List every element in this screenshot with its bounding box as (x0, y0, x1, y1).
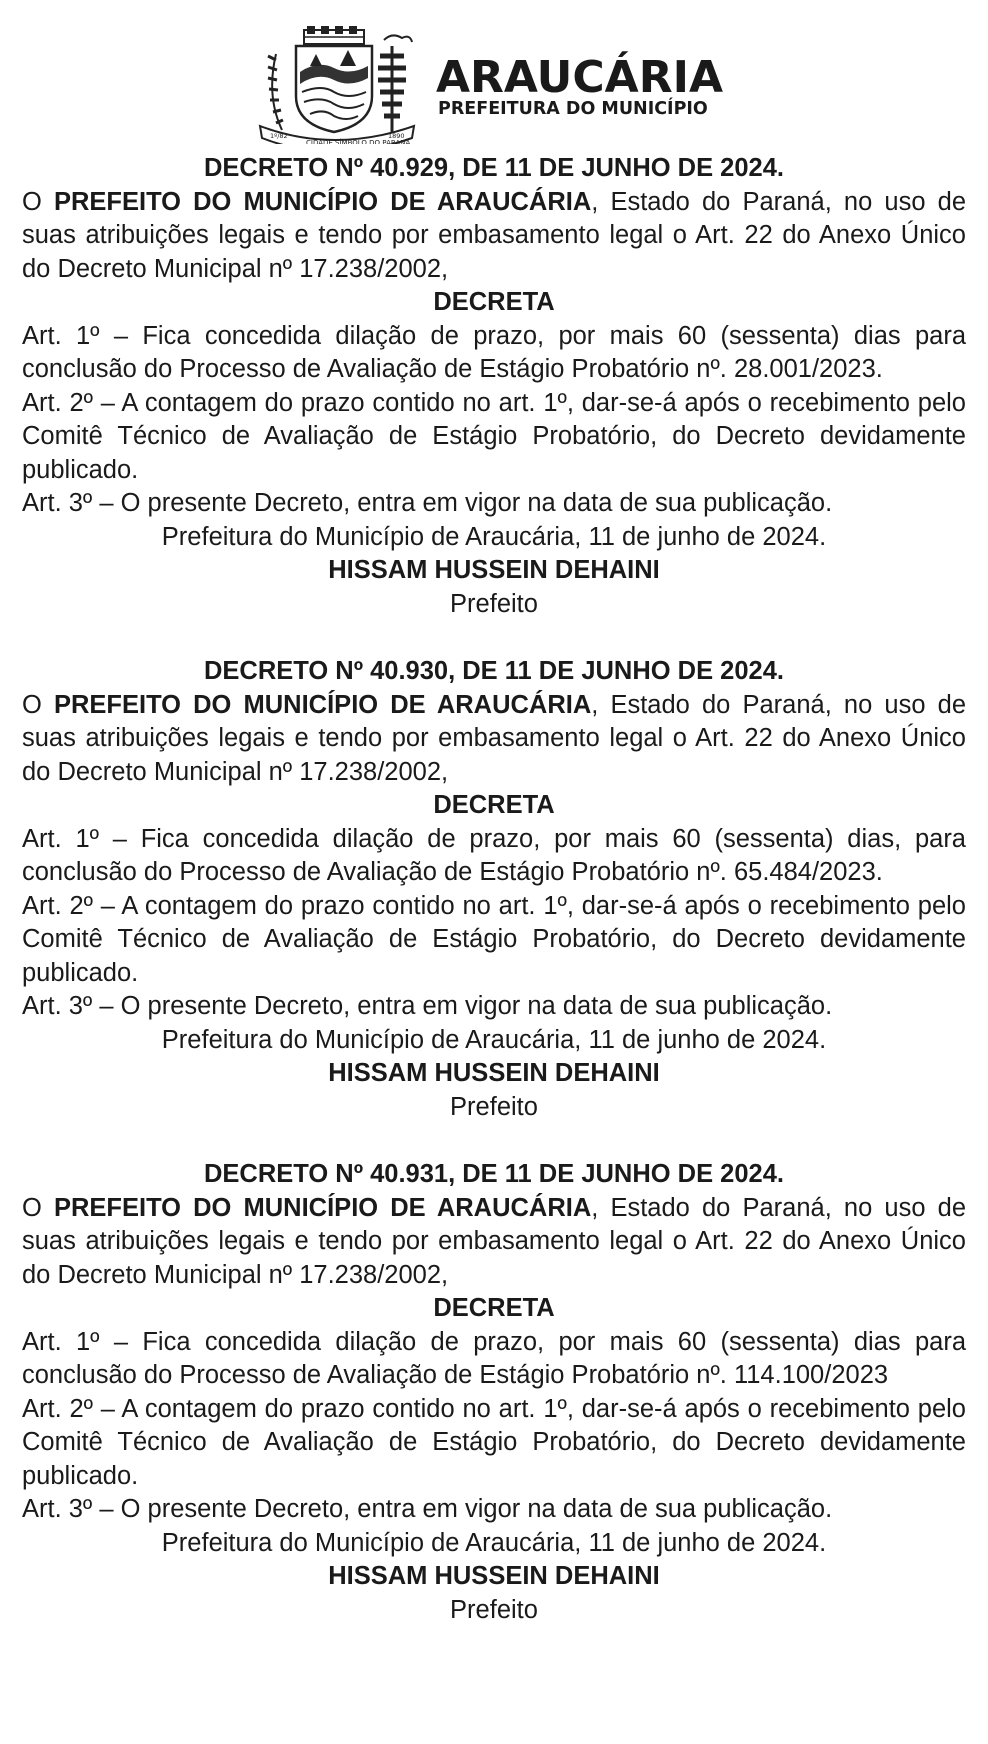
signer-role: Prefeito (450, 589, 538, 618)
signer-role: Prefeito (450, 1092, 538, 1121)
intro-authority: PREFEITO DO MUNICÍPIO DE ARAUCÁRIA (53, 690, 592, 719)
decree-block (22, 655, 966, 1124)
article-1: Art. 1º – Fica concedida dilação de prazo, por mais 60 (sessenta) dias para conclusão do Processo de Avaliação de Estágio Probatório nº. 28.001/2023. (22, 321, 966, 383)
brand-subtitle: PREFEITURA DO MUNICÍPIO (438, 99, 708, 119)
intro-rest: , Estado do Paraná, no uso de suas atribuições legais e tendo por embasamento legal o Art. 22 do Anexo Único do Decreto Municipal nº 17.238/2002, (22, 1193, 966, 1289)
place-date: Prefeitura do Município de Araucária, 11 de junho de 2024. (161, 1025, 827, 1054)
decree-title: DECRETO Nº 40.931, DE 11 DE JUNHO DE 2024. (203, 1160, 784, 1188)
brand-block (436, 52, 724, 119)
decreta-heading: DECRETA (433, 1294, 555, 1322)
decree-title: DECRETO Nº 40.929, DE 11 DE JUNHO DE 2024. (203, 154, 784, 182)
decree-block (22, 152, 966, 621)
decree-block (22, 1158, 966, 1627)
place-date: Prefeitura do Município de Araucária, 11 de junho de 2024. (161, 1528, 827, 1557)
brand-name: ARAUCÁRIA (436, 52, 724, 103)
article-3: Art. 3º – O presente Decreto, entra em vigor na data de sua publicação. (22, 992, 833, 1020)
intro-o: O (22, 1193, 54, 1222)
decree-title: DECRETO Nº 40.930, DE 11 DE JUNHO DE 2024. (203, 657, 784, 685)
decreta-heading: DECRETA (433, 791, 555, 819)
place-date: Prefeitura do Município de Araucária, 11 de junho de 2024. (161, 522, 827, 551)
decree-intro (22, 186, 966, 287)
signer-name: HISSAM HUSSEIN DEHAINI (328, 1562, 660, 1590)
letterhead (22, 0, 966, 152)
crest-year-right: 1890 (388, 132, 405, 140)
decree-intro (22, 689, 966, 790)
article-2: Art. 2º – A contagem do prazo contido no art. 1º, dar-se-á após o recebimento pelo Comitê Técnico de Avaliação de Estágio Probatório, do Decreto devidamente publicado. (22, 1394, 966, 1490)
article-1: Art. 1º – Fica concedida dilação de prazo, por mais 60 (sessenta) dias, para conclusão do Processo de Avaliação de Estágio Probatório nº. 65.484/2023. (22, 824, 966, 886)
article-2: Art. 2º – A contagem do prazo contido no art. 1º, dar-se-á após o recebimento pelo Comitê Técnico de Avaliação de Estágio Probatório, do Decreto devidamente publicado. (22, 891, 966, 987)
municipal-crest-logo (252, 26, 422, 144)
signer-name: HISSAM HUSSEIN DEHAINI (328, 1059, 660, 1087)
signer-role: Prefeito (450, 1595, 538, 1624)
article-3: Art. 3º – O presente Decreto, entra em vigor na data de sua publicação. (22, 1495, 833, 1523)
crest-ribbon-text: CIDADE SÍMBOLO DO PARANÁ (306, 139, 411, 144)
intro-o: O (22, 690, 54, 719)
article-2: Art. 2º – A contagem do prazo contido no art. 1º, dar-se-á após o recebimento pelo Comitê Técnico de Avaliação de Estágio Probatório, do Decreto devidamente publicado. (22, 388, 966, 484)
article-3: Art. 3º – O presente Decreto, entra em vigor na data de sua publicação. (22, 489, 833, 517)
intro-o: O (22, 187, 54, 216)
intro-rest: , Estado do Paraná, no uso de suas atribuições legais e tendo por embasamento legal o Art. 22 do Anexo Único do Decreto Municipal nº 17.238/2002, (22, 187, 966, 283)
article-1: Art. 1º – Fica concedida dilação de prazo, por mais 60 (sessenta) dias para conclusão do Processo de Avaliação de Estágio Probatório nº. 114.100/2023 (22, 1327, 966, 1389)
crest-year-left: 1º/82 (270, 132, 288, 140)
decreta-heading: DECRETA (433, 288, 555, 316)
signer-name: HISSAM HUSSEIN DEHAINI (328, 556, 660, 584)
intro-authority: PREFEITO DO MUNICÍPIO DE ARAUCÁRIA (53, 1193, 592, 1222)
intro-authority: PREFEITO DO MUNICÍPIO DE ARAUCÁRIA (53, 187, 592, 216)
intro-rest: , Estado do Paraná, no uso de suas atribuições legais e tendo por embasamento legal o Art. 22 do Anexo Único do Decreto Municipal nº 17.238/2002, (22, 690, 966, 786)
decree-intro (22, 1192, 966, 1293)
